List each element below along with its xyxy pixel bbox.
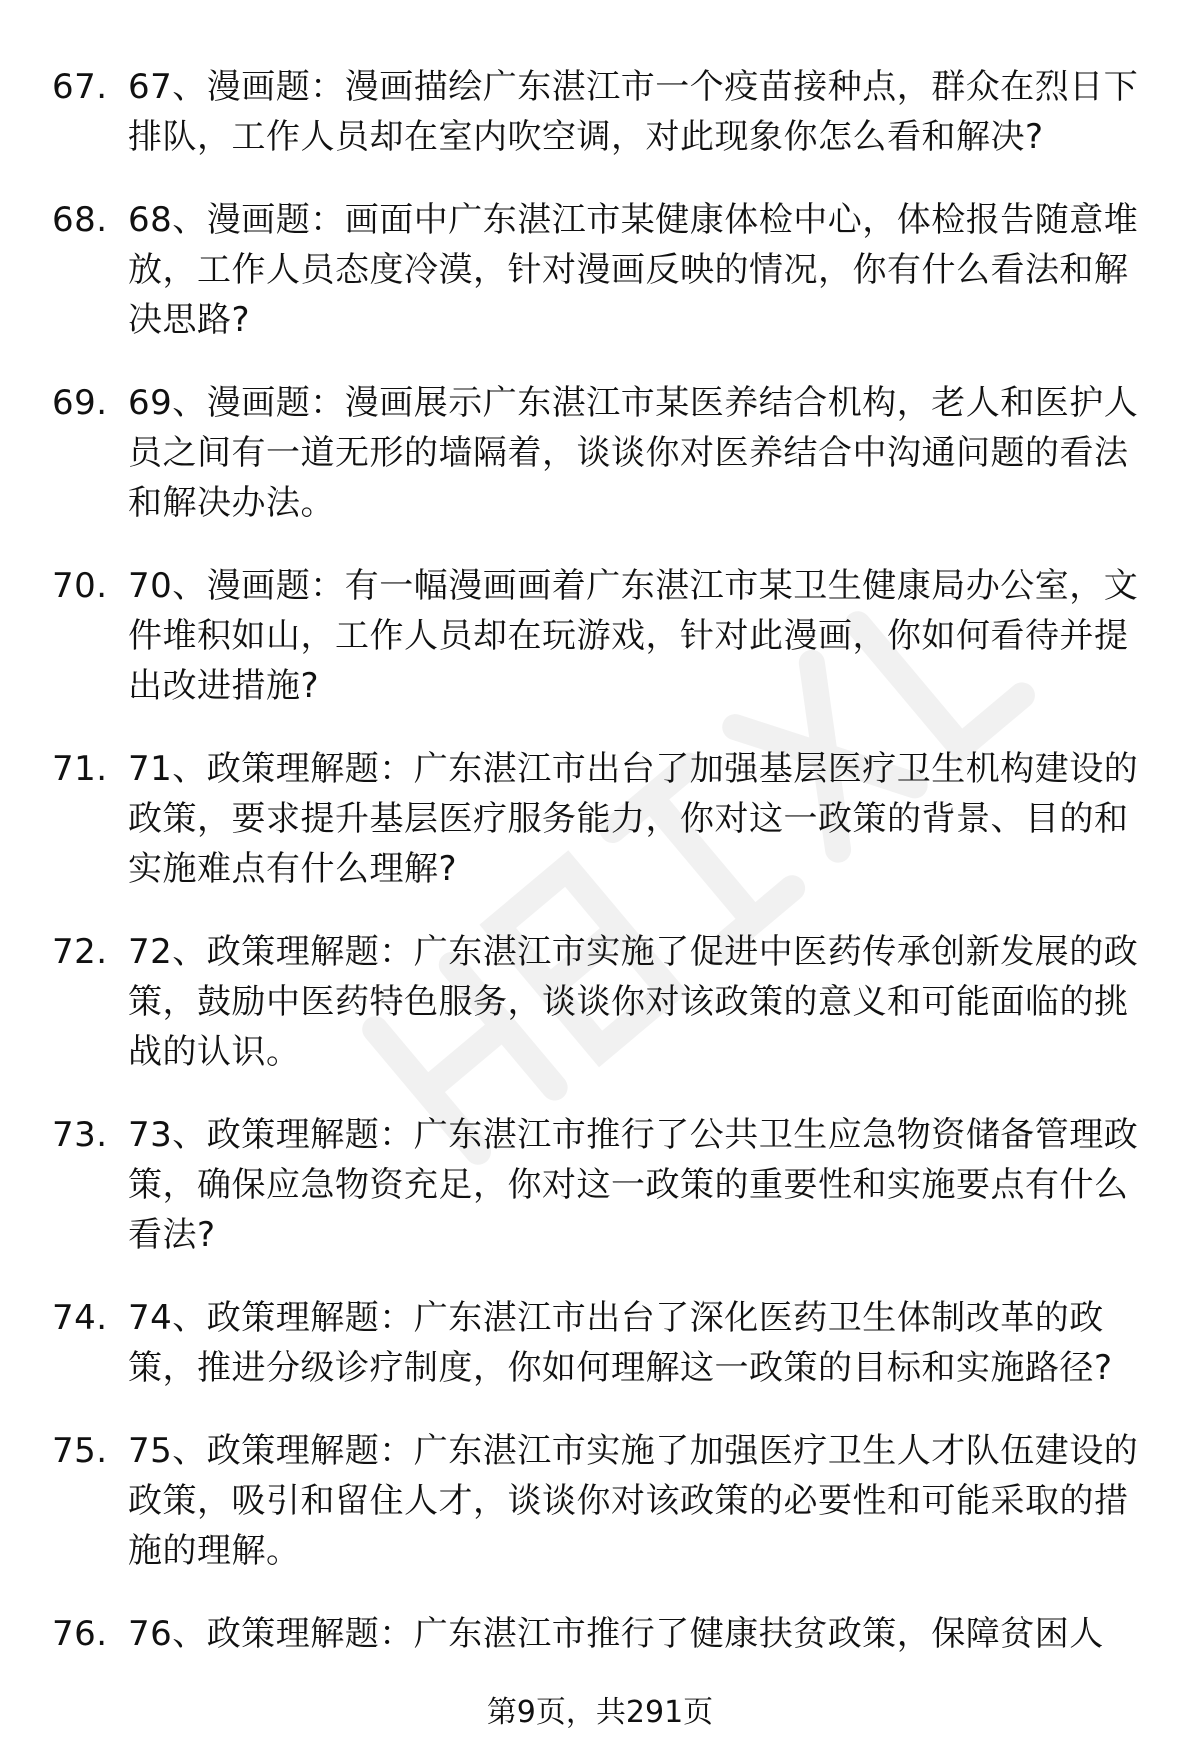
question-list [0,62,1200,1692]
question-text: 72、政策理解题：广东湛江市实施了促进中医药传承创新发展的政策，鼓励中医药特色服务，谈谈你对该政策的意义和可能面临的挑战的认识。 [128,932,1139,1072]
question-text: 73、政策理解题：广东湛江市推行了公共卫生应急物资储备管理政策，确保应急物资充足，你对这一政策的重要性和实施要点有什么看法? [128,1115,1139,1255]
question-number: 75 . [52,1426,122,1476]
question-number: 76 . [52,1609,122,1659]
question-item [0,195,1200,345]
question-item [0,378,1200,528]
question-number: 67 . [52,62,122,112]
question-item [0,62,1200,162]
question-text: 71、政策理解题：广东湛江市出台了加强基层医疗卫生机构建设的政策，要求提升基层医疗服务能力，你对这一政策的背景、目的和实施难点有什么理解? [128,749,1139,889]
question-text: 68、漫画题：画面中广东湛江市某健康体检中心，体检报告随意堆放，工作人员态度冷漠，针对漫画反映的情况，你有什么看法和解决思路? [128,200,1139,340]
question-text: 75、政策理解题：广东湛江市实施了加强医疗卫生人才队伍建设的政策，吸引和留住人才，谈谈你对该政策的必要性和可能采取的措施的理解。 [128,1431,1139,1571]
question-text: 74、政策理解题：广东湛江市出台了深化医药卫生体制改革的政策，推进分级诊疗制度，你如何理解这一政策的目标和实施路径? [128,1298,1113,1388]
question-item [0,1426,1200,1576]
question-number: 73 . [52,1110,122,1160]
page-number-label: 第9页，共291页 [486,1695,714,1730]
question-item [0,744,1200,894]
question-number: 72 . [52,927,122,977]
page-footer [0,1693,1200,1733]
question-text: 76、政策理解题：广东湛江市推行了健康扶贫政策，保障贫困人 [128,1614,1104,1654]
question-number: 68 . [52,195,122,245]
question-text: 69、漫画题：漫画展示广东湛江市某医养结合机构，老人和医护人员之间有一道无形的墙隔着，谈谈你对医养结合中沟通问题的看法和解决办法。 [128,383,1139,523]
question-number: 69 . [52,378,122,428]
question-item [0,927,1200,1077]
question-number: 70 . [52,561,122,611]
question-text: 70、漫画题：有一幅漫画画着广东湛江市某卫生健康局办公室，文件堆积如山，工作人员却在玩游戏，针对此漫画，你如何看待并提出改进措施? [128,566,1139,706]
question-item [0,1293,1200,1393]
question-item [0,1609,1200,1659]
question-text: 67、漫画题：漫画描绘广东湛江市一个疫苗接种点，群众在烈日下排队，工作人员却在室内吹空调，对此现象你怎么看和解决? [128,67,1139,157]
question-number: 71 . [52,744,122,794]
question-number: 74 . [52,1293,122,1343]
question-item [0,1110,1200,1260]
question-item [0,561,1200,711]
